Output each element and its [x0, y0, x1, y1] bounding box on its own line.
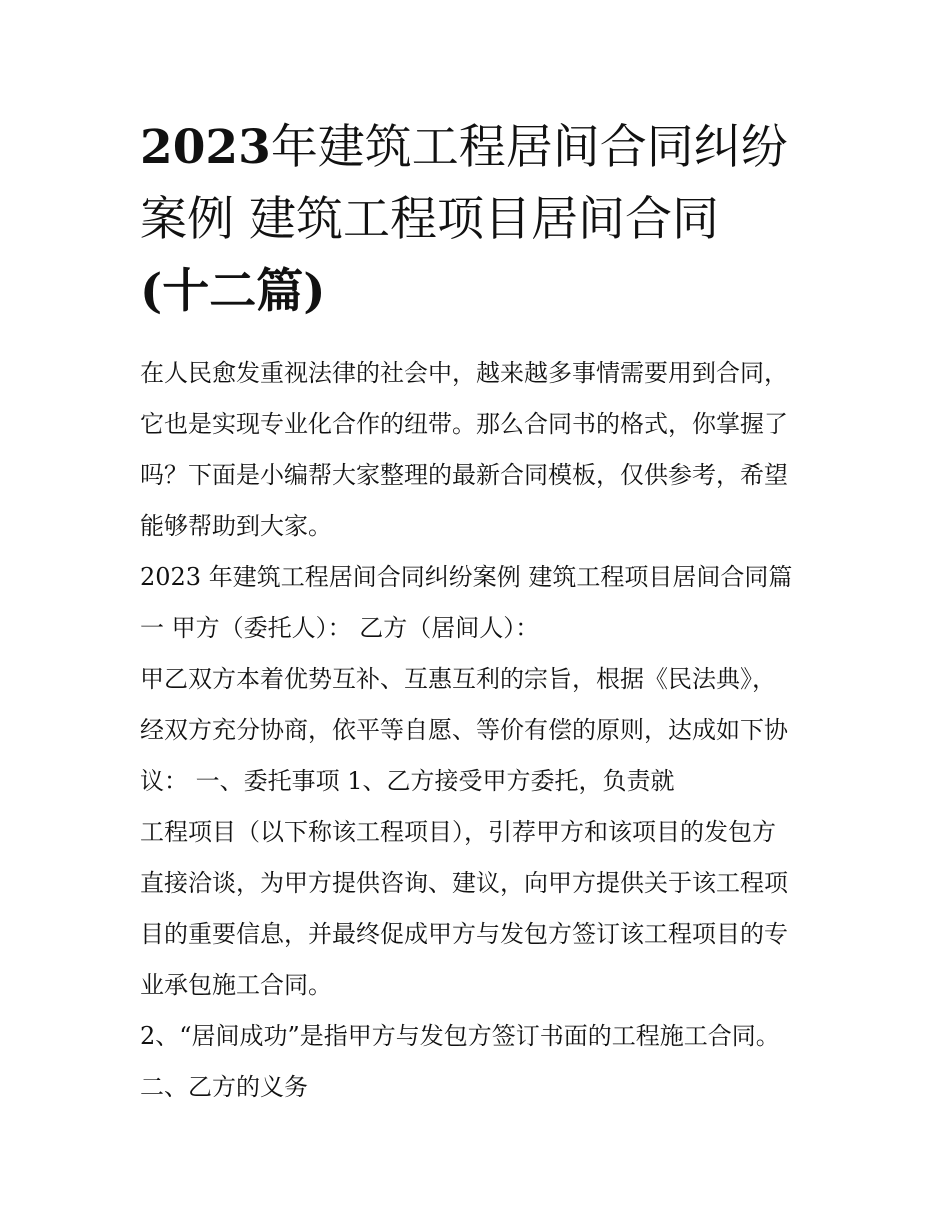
body-line: 一 甲方（委托人）： 乙方（居间人）：	[140, 614, 540, 642]
body-line: 直接洽谈，为甲方提供咨询、建议，向甲方提供关于该工程项	[140, 869, 788, 897]
section-heading: 二、乙方的义务	[140, 1073, 308, 1101]
body-line: 能够帮助到大家。	[140, 512, 332, 540]
body-line: 工程项目（以下称该工程项目），引荐甲方和该项目的发包方	[140, 818, 776, 846]
section-heading: 2023 年建筑工程居间合同纠纷案例 建筑工程项目居间合同篇	[140, 563, 793, 591]
body-line: 目的重要信息，并最终促成甲方与发包方签订该工程项目的专	[140, 920, 788, 948]
body-line: 它也是实现专业化合作的纽带。那么合同书的格式，你掌握了	[140, 410, 788, 438]
title-line-3: (十二篇)	[140, 264, 326, 319]
document-page	[140, 112, 820, 1113]
title-line-2: 案例 建筑工程项目居间合同	[140, 192, 719, 247]
body-line: 经双方充分协商，依平等自愿、等价有偿的原则，达成如下协	[140, 716, 788, 744]
title-line-1	[140, 120, 788, 175]
body-line: 甲乙双方本着优势互补、互惠互利的宗旨，根据《民法典》，	[140, 665, 776, 693]
title-year: 2023	[140, 120, 271, 175]
body-line: 2、“居间成功”是指甲方与发包方签订书面的工程施工合同。	[140, 1022, 780, 1050]
title-line-1-rest: 年建筑工程居间合同纠纷	[270, 120, 788, 175]
document-body	[140, 348, 820, 1113]
body-line: 在人民愈发重视法律的社会中，越来越多事情需要用到合同，	[140, 359, 788, 387]
body-line: 吗？下面是小编帮大家整理的最新合同模板，仅供参考，希望	[140, 461, 788, 489]
document-title	[140, 112, 820, 328]
body-line: 业承包施工合同。	[140, 971, 332, 999]
body-line: 议： 一、委托事项 1、乙方接受甲方委托，负责就	[140, 767, 675, 795]
